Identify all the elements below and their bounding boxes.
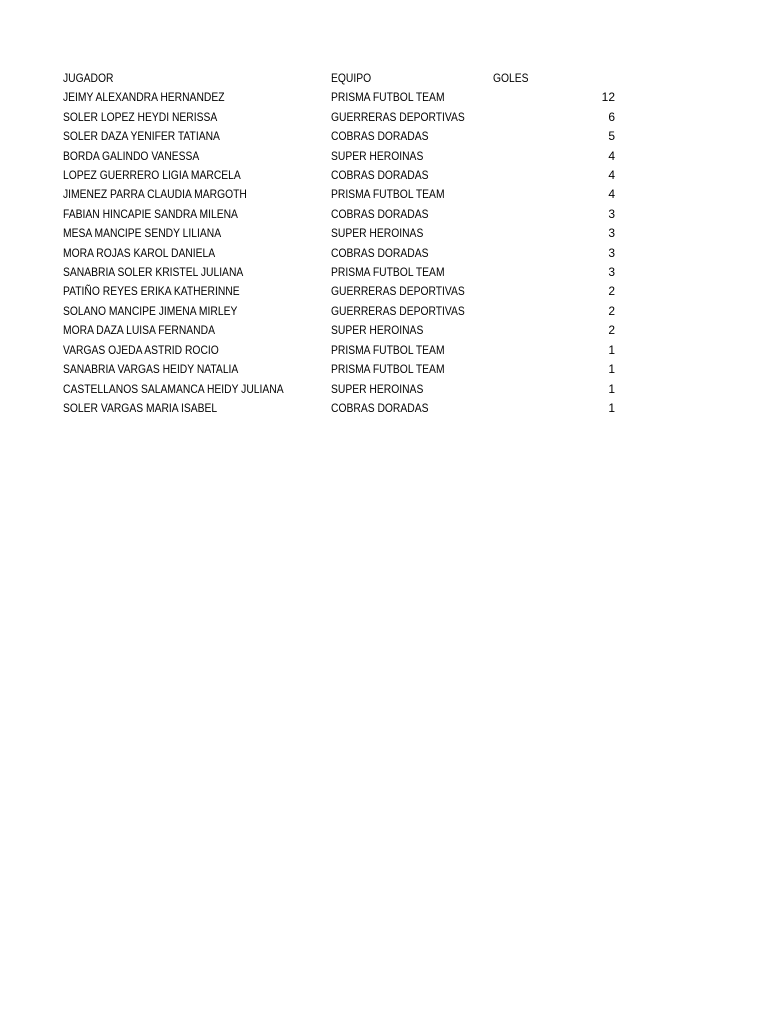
player-name-cell: CASTELLANOS SALAMANCA HEIDY JULIANA (63, 381, 284, 396)
table-row (63, 244, 615, 263)
team-name-cell: PRISMA FUTBOL TEAM (331, 187, 445, 202)
table-row (63, 341, 615, 360)
goals-count-cell: 1 (608, 381, 615, 396)
player-name-cell: FABIAN HINCAPIE SANDRA MILENA (63, 206, 238, 221)
table-row (63, 282, 615, 301)
table-row (63, 108, 615, 127)
goals-count-cell: 1 (608, 342, 615, 357)
team-name-cell: PRISMA FUTBOL TEAM (331, 342, 445, 357)
player-name-cell: SOLER DAZA YENIFER TATIANA (63, 129, 220, 144)
team-name-cell: COBRAS DORADAS (331, 245, 429, 260)
goals-count-cell: 3 (608, 265, 615, 280)
table-row (63, 380, 615, 399)
goals-count-cell: 1 (608, 400, 615, 415)
team-name-cell: PRISMA FUTBOL TEAM (331, 265, 445, 280)
table-row (63, 205, 615, 224)
goals-count-cell: 4 (608, 148, 615, 163)
table-row (63, 224, 615, 243)
table-row (63, 127, 615, 146)
team-name-cell: PRISMA FUTBOL TEAM (331, 90, 445, 105)
table-header (63, 69, 615, 88)
player-name-cell: JIMENEZ PARRA CLAUDIA MARGOTH (63, 187, 247, 202)
table-row (63, 399, 615, 418)
team-name-cell: PRISMA FUTBOL TEAM (331, 362, 445, 377)
goals-count-cell: 5 (608, 129, 615, 144)
player-name-cell: SOLANO MANCIPE JIMENA MIRLEY (63, 303, 238, 318)
player-name-cell: MORA ROJAS KAROL DANIELA (63, 245, 216, 260)
header-row (63, 69, 615, 88)
player-name-cell: BORDA GALINDO VANESSA (63, 148, 200, 163)
table-row (63, 360, 615, 379)
table-row (63, 302, 615, 321)
goals-count-cell: 2 (608, 303, 615, 318)
player-name-cell: SOLER VARGAS MARIA ISABEL (63, 400, 218, 415)
player-name-cell: MORA DAZA LUISA FERNANDA (63, 323, 215, 338)
player-name-cell: JEIMY ALEXANDRA HERNANDEZ (63, 90, 225, 105)
team-name-cell: COBRAS DORADAS (331, 129, 429, 144)
player-name-cell: MESA MANCIPE SENDY LILIANA (63, 226, 222, 241)
team-name-cell: COBRAS DORADAS (331, 400, 429, 415)
goals-count-cell: 2 (608, 323, 615, 338)
table-row (63, 166, 615, 185)
player-name-cell: SANABRIA VARGAS HEIDY NATALIA (63, 362, 239, 377)
goals-count-cell: 1 (608, 362, 615, 377)
goals-count-cell: 3 (608, 226, 615, 241)
player-name-cell: PATIÑO REYES ERIKA KATHERINNE (63, 284, 240, 299)
goals-count-cell: 3 (608, 245, 615, 260)
team-name-cell: GUERRERAS DEPORTIVAS (331, 284, 465, 299)
table-row (63, 321, 615, 340)
table-row (63, 88, 615, 107)
team-name-cell: SUPER HEROINAS (331, 323, 424, 338)
goals-count-cell: 2 (608, 284, 615, 299)
team-name-cell: COBRAS DORADAS (331, 168, 429, 183)
player-name-cell: LOPEZ GUERRERO LIGIA MARCELA (63, 168, 241, 183)
goals-count-cell: 4 (608, 168, 615, 183)
team-name-cell: SUPER HEROINAS (331, 381, 424, 396)
player-name-cell: SOLER LOPEZ HEYDI NERISSA (63, 109, 218, 124)
team-name-cell: GUERRERAS DEPORTIVAS (331, 303, 465, 318)
team-name-cell: SUPER HEROINAS (331, 148, 424, 163)
table-row (63, 263, 615, 282)
goals-count-cell: 3 (608, 206, 615, 221)
table-row (63, 147, 615, 166)
team-name-cell: COBRAS DORADAS (331, 206, 429, 221)
goals-count-cell: 6 (608, 109, 615, 124)
goals-column-header: GOLES (493, 71, 529, 85)
goals-count-cell: 4 (608, 187, 615, 202)
player-name-cell: VARGAS OJEDA ASTRID ROCIO (63, 342, 219, 357)
scorers-table (63, 69, 615, 418)
team-column-header: EQUIPO (331, 71, 372, 85)
goals-count-cell: 12 (601, 90, 615, 105)
team-name-cell: SUPER HEROINAS (331, 226, 424, 241)
player-name-cell: SANABRIA SOLER KRISTEL JULIANA (63, 265, 244, 280)
table-body (63, 88, 615, 418)
player-column-header: JUGADOR (63, 71, 114, 85)
team-name-cell: GUERRERAS DEPORTIVAS (331, 109, 465, 124)
table-row (63, 185, 615, 204)
